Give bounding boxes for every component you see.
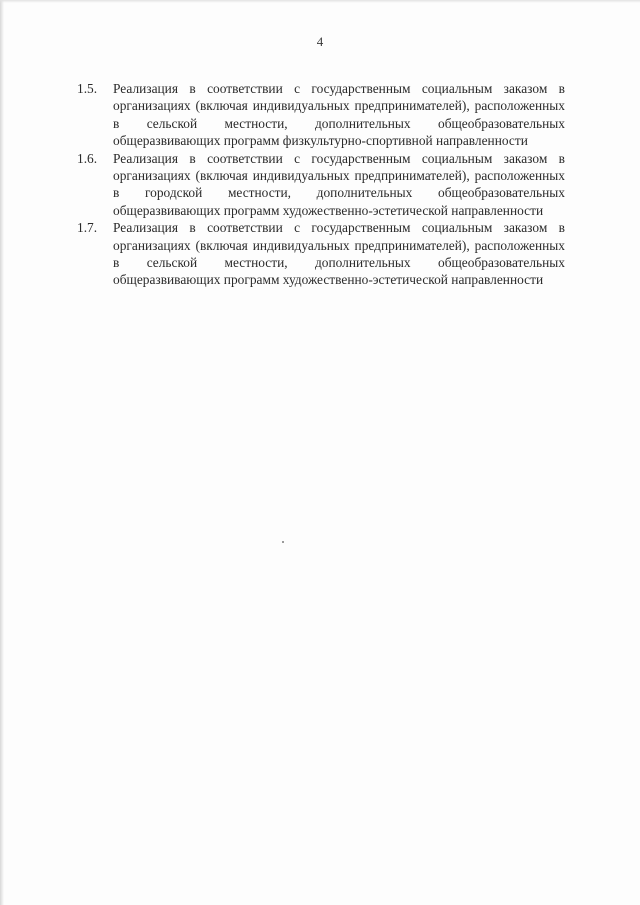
- list-item: [77, 150, 565, 220]
- list-item-text: Реализация в соответствии с государственным социальным заказом в организациях (включая индивидуальных предпринимателей), расположенных в сельской местности, дополнительных общеобразовательных общеразвивающих программ художественно-эстетической направленности: [113, 220, 565, 288]
- list-item-text: Реализация в соответствии с государственным социальным заказом в организациях (включая индивидуальных предпринимателей), расположенных в городской местности, дополнительных общеобразовательных общеразвивающих программ художественно-эстетической направленности: [113, 150, 565, 218]
- scan-edge-top: [0, 0, 640, 3]
- list-item-text: Реализация в соответствии с государственным социальным заказом в организациях (включая индивидуальных предпринимателей), расположенных в сельской местности, дополнительных общеобразовательных общеразвивающих программ физкультурно-спортивной направленности: [113, 81, 565, 149]
- scan-edge-left: [0, 0, 4, 905]
- list-item-number: 1.6.: [77, 150, 98, 166]
- list-item: [77, 80, 565, 150]
- scan-speck: [282, 541, 284, 543]
- numbered-list: [77, 80, 565, 289]
- list-item-number: 1.5.: [77, 81, 98, 96]
- page-number: 4: [316, 34, 324, 49]
- list-item: [77, 219, 565, 289]
- list-item-number: 1.7.: [77, 220, 98, 236]
